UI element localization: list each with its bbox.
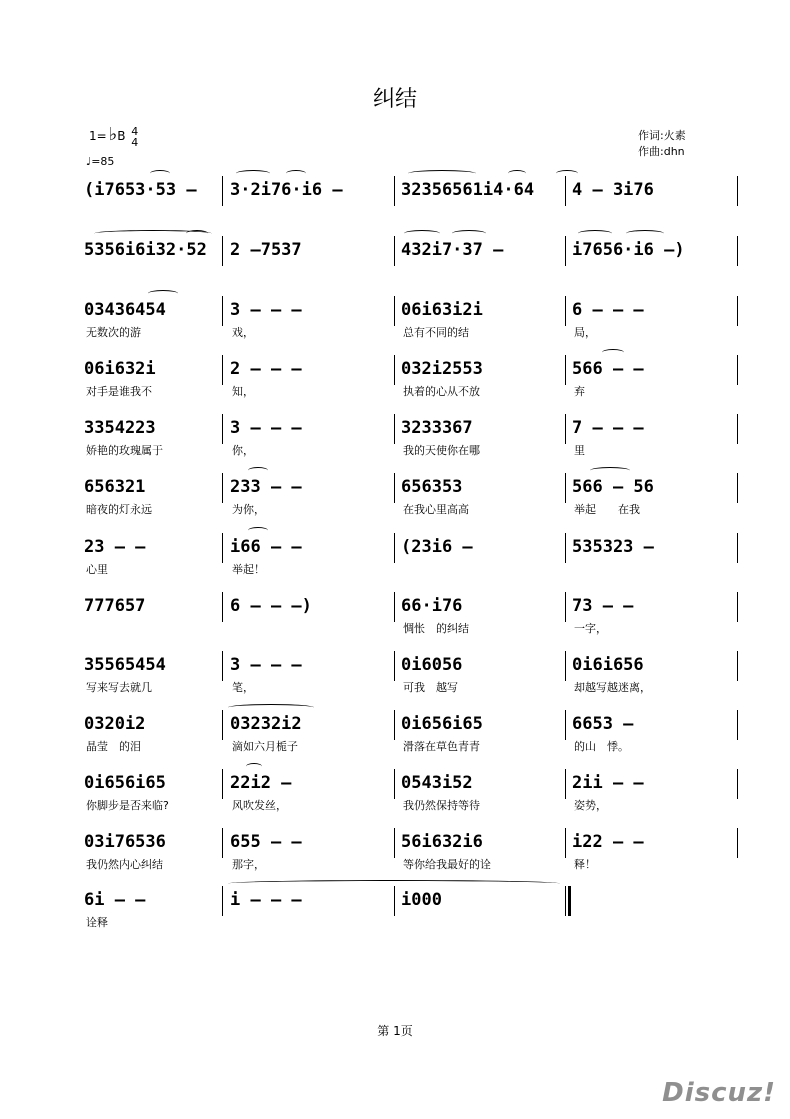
slur bbox=[508, 170, 526, 177]
measure: 6653 – bbox=[572, 714, 634, 734]
lyric-line: 里 bbox=[574, 444, 585, 457]
slur bbox=[248, 527, 268, 534]
measure: i000 bbox=[401, 890, 442, 910]
slur bbox=[286, 170, 306, 177]
measure: i22 – – bbox=[572, 832, 644, 852]
barline bbox=[565, 355, 566, 385]
lyric-line: 写来写去就几 bbox=[86, 681, 152, 694]
measure: 3354223 bbox=[84, 418, 156, 438]
lyric-line: 局， bbox=[574, 326, 596, 339]
barline bbox=[394, 592, 395, 622]
measure: 06i63i2i bbox=[401, 300, 483, 320]
lyric-line: 诠释 bbox=[86, 916, 108, 929]
lyric-line: 在我心里高高 bbox=[403, 503, 469, 516]
measure: 032i2553 bbox=[401, 359, 483, 379]
measure: 432i7·37 – bbox=[401, 240, 504, 260]
lyric-line: 执着的心从不放 bbox=[403, 385, 480, 398]
measure: (23i6 – bbox=[401, 537, 473, 557]
measure: (i7653·53 – bbox=[84, 180, 197, 200]
composer: 作曲:dhn bbox=[638, 145, 685, 158]
measure: 03436454 bbox=[84, 300, 166, 320]
lyric-line: 却越写越迷离， bbox=[574, 681, 651, 694]
page-number: 第 1页 bbox=[377, 1024, 413, 1038]
measure: 35565454 bbox=[84, 655, 166, 675]
lyric-line: 为你， bbox=[232, 503, 265, 516]
lyric-line: 对手是谁我不 bbox=[86, 385, 152, 398]
lyric-line: 风吹发丝， bbox=[232, 799, 287, 812]
measure: 0543i52 bbox=[401, 773, 473, 793]
slur bbox=[236, 170, 270, 177]
barline bbox=[565, 414, 566, 444]
slur bbox=[404, 230, 440, 237]
barline bbox=[737, 236, 738, 266]
barline bbox=[394, 886, 395, 916]
measure: 566 – – bbox=[572, 359, 644, 379]
measure: 3 – – – bbox=[230, 418, 302, 438]
barline bbox=[565, 592, 566, 622]
song-title: 纠结 bbox=[372, 87, 417, 112]
barline bbox=[222, 533, 223, 563]
measure: 566 – 56 bbox=[572, 477, 654, 497]
measure: 0i6i656 bbox=[572, 655, 644, 675]
barline bbox=[222, 414, 223, 444]
barline bbox=[394, 176, 395, 206]
lyric-line: 暗夜的灯永远 bbox=[86, 503, 152, 516]
measure: 23 – – bbox=[84, 537, 146, 557]
lyric-line: 可我 越写 bbox=[403, 681, 458, 694]
credits bbox=[638, 128, 686, 160]
watermark: Discuz! bbox=[662, 1078, 776, 1108]
barline bbox=[737, 296, 738, 326]
measure: 0i656i65 bbox=[401, 714, 483, 734]
lyric-line: 无数次的游 bbox=[86, 326, 141, 339]
lyric-line: 你， bbox=[232, 444, 254, 457]
lyric-line: 惆怅 的纠结 bbox=[403, 622, 469, 635]
slur bbox=[602, 349, 624, 356]
measure: 6i – – bbox=[84, 890, 146, 910]
measure: 777657 bbox=[84, 596, 146, 616]
barline bbox=[737, 651, 738, 681]
barline bbox=[737, 176, 738, 206]
barline bbox=[565, 769, 566, 799]
measure: 3233367 bbox=[401, 418, 473, 438]
flat-sign: ♭ bbox=[108, 124, 118, 145]
barline bbox=[737, 592, 738, 622]
barline bbox=[565, 651, 566, 681]
lyric-line: 举起！ bbox=[232, 563, 265, 576]
barline bbox=[565, 176, 566, 206]
barline bbox=[222, 651, 223, 681]
barline bbox=[222, 710, 223, 740]
lyric-line: 释！ bbox=[574, 858, 596, 871]
barline bbox=[565, 710, 566, 740]
barline bbox=[222, 473, 223, 503]
measure: 56i632i6 bbox=[401, 832, 483, 852]
lyric-line: 我仍然内心纠结 bbox=[86, 858, 163, 871]
slur bbox=[408, 170, 476, 177]
barline bbox=[565, 828, 566, 858]
lyric-line: 滴如六月栀子 bbox=[232, 740, 298, 753]
slur bbox=[228, 704, 314, 711]
measure: 2 –7537 bbox=[230, 240, 302, 260]
time-signature bbox=[131, 126, 138, 148]
measure: 655 – – bbox=[230, 832, 302, 852]
measure: 7 – – – bbox=[572, 418, 644, 438]
lyric-line: 那字， bbox=[232, 858, 265, 871]
barline bbox=[565, 473, 566, 503]
slur bbox=[248, 467, 268, 474]
barline bbox=[222, 769, 223, 799]
barline bbox=[737, 473, 738, 503]
barline bbox=[394, 651, 395, 681]
slur bbox=[626, 230, 664, 237]
measure: 0i656i65 bbox=[84, 773, 166, 793]
barline bbox=[737, 769, 738, 799]
measure: 22i2 – bbox=[230, 773, 292, 793]
barline bbox=[222, 296, 223, 326]
measure: 3·2i76·i6 – bbox=[230, 180, 343, 200]
barline bbox=[737, 355, 738, 385]
measure: 535323 – bbox=[572, 537, 654, 557]
barline bbox=[394, 828, 395, 858]
measure: 233 – – bbox=[230, 477, 302, 497]
lyric-line: 你脚步是否来临? bbox=[86, 799, 169, 812]
barline bbox=[737, 828, 738, 858]
measure: i66 – – bbox=[230, 537, 302, 557]
measure: 656321 bbox=[84, 477, 146, 497]
lyric-line: 等你给我最好的诠 bbox=[403, 858, 491, 871]
measure: 6 – – –) bbox=[230, 596, 312, 616]
lyric-line: 我的天使你在哪 bbox=[403, 444, 480, 457]
slur bbox=[578, 230, 612, 237]
barline bbox=[394, 414, 395, 444]
slur bbox=[186, 230, 208, 237]
barline bbox=[394, 769, 395, 799]
measure: 06i632i bbox=[84, 359, 156, 379]
barline bbox=[737, 710, 738, 740]
lyric-line: 滑落在草色青青 bbox=[403, 740, 480, 753]
measure: i – – – bbox=[230, 890, 302, 910]
lyric-line: 戏， bbox=[232, 326, 254, 339]
slur bbox=[556, 170, 578, 177]
slur bbox=[452, 230, 486, 237]
barline bbox=[222, 355, 223, 385]
barline bbox=[394, 533, 395, 563]
measure: 32356561i4·64 bbox=[401, 180, 535, 200]
time-beats: 4 bbox=[131, 124, 139, 138]
key-signature bbox=[89, 124, 138, 148]
final-barline bbox=[568, 886, 571, 916]
lyric-line: 总有不同的结 bbox=[403, 326, 469, 339]
key-note: B bbox=[117, 129, 126, 143]
barline bbox=[222, 886, 223, 916]
lyric-line: 的山 悸。 bbox=[574, 740, 629, 753]
slur bbox=[148, 290, 178, 297]
lyric-line: 举起 在我 bbox=[574, 503, 640, 516]
barline bbox=[394, 473, 395, 503]
measure: 03i76536 bbox=[84, 832, 166, 852]
measure: 656353 bbox=[401, 477, 463, 497]
lyricist: 作词:火素 bbox=[638, 129, 686, 142]
measure: 0i6056 bbox=[401, 655, 463, 675]
measure: i7656·i6 –) bbox=[572, 240, 685, 260]
measure: 03232i2 bbox=[230, 714, 302, 734]
lyric-line: 我仍然保持等待 bbox=[403, 799, 480, 812]
lyric-line: 知， bbox=[232, 385, 254, 398]
measure: 66·i76 bbox=[401, 596, 463, 616]
slur bbox=[590, 467, 630, 474]
slur bbox=[150, 170, 170, 177]
barline bbox=[222, 176, 223, 206]
barline bbox=[565, 533, 566, 563]
lyric-line: 姿势， bbox=[574, 799, 607, 812]
barline bbox=[222, 236, 223, 266]
barline bbox=[222, 592, 223, 622]
measure: 0320i2 bbox=[84, 714, 146, 734]
barline bbox=[737, 414, 738, 444]
measure: 3 – – – bbox=[230, 300, 302, 320]
barline bbox=[737, 533, 738, 563]
lyric-line: 娇艳的玫瑰属于 bbox=[86, 444, 163, 457]
barline bbox=[565, 886, 566, 916]
barline bbox=[565, 296, 566, 326]
time-unit: 4 bbox=[131, 135, 139, 149]
barline bbox=[394, 236, 395, 266]
measure: 2 – – – bbox=[230, 359, 302, 379]
lyric-line: 一字， bbox=[574, 622, 607, 635]
lyric-line: 心里 bbox=[86, 563, 108, 576]
barline bbox=[565, 236, 566, 266]
measure: 4 – 3i76 bbox=[572, 180, 654, 200]
tempo-marking: ♩=85 bbox=[86, 155, 115, 168]
lyric-line: 笔， bbox=[232, 681, 254, 694]
barline bbox=[222, 828, 223, 858]
measure: 2ii – – bbox=[572, 773, 644, 793]
measure: 5356i6i32·52 bbox=[84, 240, 207, 260]
lyric-line: 弃 bbox=[574, 385, 585, 398]
barline bbox=[394, 710, 395, 740]
slur bbox=[246, 763, 262, 770]
measure: 6 – – – bbox=[572, 300, 644, 320]
lyric-line: 晶莹 的泪 bbox=[86, 740, 141, 753]
key-label: 1= bbox=[89, 129, 107, 143]
measure: 73 – – bbox=[572, 596, 634, 616]
measure: 3 – – – bbox=[230, 655, 302, 675]
barline bbox=[394, 296, 395, 326]
barline bbox=[394, 355, 395, 385]
slur bbox=[228, 880, 560, 887]
